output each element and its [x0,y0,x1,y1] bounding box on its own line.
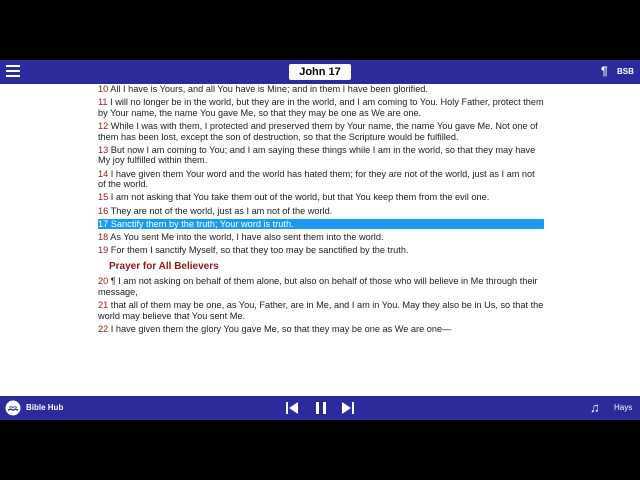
paragraph-toggle-icon[interactable]: ¶ [601,64,608,78]
verse-text: I will no longer be in the world, but they are in the world, and I am coming to You. Holy Father, protect them by Your name, the name You gave Me, so that they may be one as We are one. [98,97,544,118]
verse-text: As You sent Me into the world, I have also sent them into the world. [108,231,384,242]
verse-16[interactable] [98,206,544,217]
narrator-selector[interactable]: Hays [614,403,633,412]
verse-text: ¶ I am not asking on behalf of them alone, but also on behalf of those who will believe in Me through their message, [98,276,538,297]
verse-number: 19 [98,245,109,256]
bible-hub-logo-icon [5,400,21,416]
verse-text: Sanctify them by the truth; Your word is truth. [108,218,294,229]
verse-text: I have given them Your word and the world has hated them; for they are not of the world, just as I am not of the world. [98,168,535,190]
verse-12[interactable] [98,121,544,142]
verse-20[interactable] [98,276,544,297]
verse-number: 11 [98,97,108,108]
bottom-toolbar [0,396,640,420]
verse-number: 21 [98,300,109,311]
reader-app [0,60,640,420]
verse-18[interactable] [98,232,544,243]
verse-text: I am not asking that You take them out of the world, but that You keep them from the evil one. [108,192,490,203]
verse-number: 16 [98,205,109,216]
verse-text: But now I am coming to You; and I am saying these things while I am in the world, so that they may have My joy fulfilled within them. [98,144,536,166]
verse-text: While I was with them, I protected and preserved them by Your name, the name You gave Me. Not one of them has been lost, except the son of destruction, so that the Scripture would be fulfilled. [98,120,538,142]
verse-19[interactable] [98,245,544,256]
verse-11[interactable] [98,97,544,118]
app-name: Bible Hub [26,403,64,412]
music-note-icon[interactable]: ♫ [590,400,600,415]
verse-number: 13 [98,144,109,155]
verse-number: 12 [98,120,109,131]
verse-number: 22 [98,323,109,334]
verse-text: I have given them the glory You gave Me, so that they may be one as We are one— [108,323,452,334]
verse-text: For them I sanctify Myself, so that they too may be sanctified by the truth. [108,245,409,256]
verse-15[interactable] [98,192,544,203]
verse-text: They are not of the world, just as I am not of the world. [108,205,333,216]
verse-17-highlighted[interactable] [98,219,544,230]
chapter-text [98,84,544,396]
verse-number: 20 [98,276,109,287]
chapter-selector-button[interactable]: John 17 [289,64,351,80]
next-chapter-icon[interactable] [342,401,354,415]
version-selector[interactable]: BSB [617,67,634,76]
verse-14[interactable] [98,169,544,190]
verse-number: 10 [98,84,109,94]
verse-22[interactable] [98,324,544,335]
hamburger-menu-icon[interactable] [6,65,20,79]
verse-21[interactable] [98,300,544,321]
pause-icon[interactable] [315,401,327,415]
verse-number: 18 [98,231,109,242]
previous-chapter-icon[interactable] [286,401,298,415]
verse-text: All I have is Yours, and all You have is Mine; and in them I have been glorified. [108,84,428,94]
verse-13[interactable] [98,145,544,166]
section-heading: Prayer for All Believers [109,260,219,272]
verse-number: 14 [98,168,109,179]
verse-text: that all of them may be one, as You, Father, are in Me, and I am in You. May they also be in Us, so that the world may believe that You sent Me. [98,300,544,321]
verse-number: 15 [98,192,109,203]
verse-10[interactable] [98,84,544,95]
top-toolbar [0,60,640,84]
verse-number: 17 [98,218,109,229]
